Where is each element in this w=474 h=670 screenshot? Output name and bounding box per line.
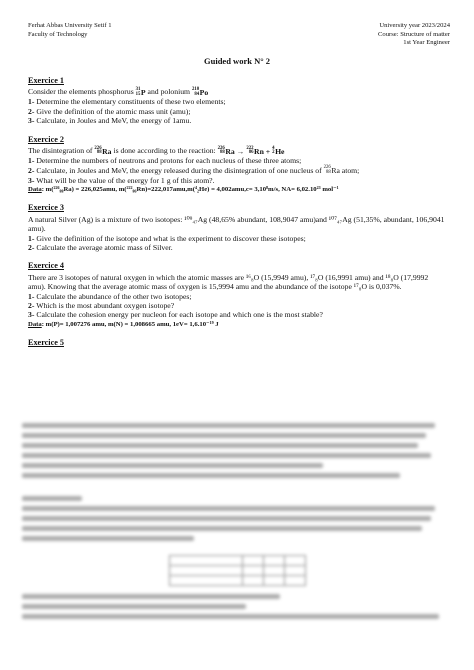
- exercise-title: Exercice 1: [28, 76, 64, 85]
- radium-nuclide: 226 88 Ra: [94, 145, 112, 156]
- question: [28, 176, 446, 185]
- question: [28, 234, 446, 243]
- header-left: [28, 22, 112, 39]
- exercise-intro: [28, 87, 446, 97]
- university-year: University year 2023/2024: [379, 22, 450, 29]
- intro-text: is done according to the reaction:: [111, 146, 218, 156]
- exercise-intro: A natural Silver (Ag) is a mixture of two isotopes: ¹⁰⁹₄₇Ag (48,65% abundant, 108,9047 amu)and ¹⁰⁷₄₇Ag (51,35%, abundant, 106,9041 amu).: [28, 214, 445, 234]
- question: [28, 97, 446, 106]
- university-name: Ferhat Abbas University Setif 1: [28, 22, 112, 29]
- atomic-number: 84: [194, 91, 200, 97]
- question-text: What will be the value of the energy for 1 g of this atom?.: [34, 175, 215, 185]
- exercise-4: [28, 261, 446, 329]
- exercise-5: [28, 338, 446, 347]
- exercise-title: Exercice 3: [28, 203, 64, 213]
- intro-text: The disintegration of: [28, 146, 95, 156]
- question: [28, 243, 446, 252]
- question-text: atom;: [339, 165, 360, 175]
- intro-text: and polonium: [147, 87, 192, 97]
- question-number: 3-: [28, 116, 35, 126]
- question: [28, 107, 446, 116]
- question-number: 2-: [28, 165, 35, 175]
- question-number: 3-: [28, 175, 35, 185]
- exercises: [28, 70, 446, 350]
- exercise-intro: [28, 146, 446, 156]
- exercise-intro: There are 3 isotopes of natural oxygen in which the atomic masses are ¹⁶₈O (15,9949 amu), ¹⁷₈O (16,9991 amu) and ¹⁸₈O (17,9992 amu). Knowing that the average atomic mass of oxygen is 15,9994 amu and the abundance of the isotope ¹⁷₈O is 0,037%.: [28, 272, 429, 292]
- data-label: Data: [28, 185, 42, 193]
- data-values: : m(P)= 1,007276 amu, m(N) = 1,008665 amu, 1eV= 1,6.10⁻¹⁹ J: [41, 320, 219, 328]
- blurred-table: [169, 555, 306, 586]
- question-text: Calculate, in Joules and MeV, the energy of 1amu.: [34, 116, 192, 126]
- question-text: Calculate the abundance of the other two isotopes;: [34, 291, 192, 301]
- mass-number: 31: [135, 86, 141, 92]
- faculty-name: Faculty of Technology: [28, 30, 88, 38]
- exercise-3: [28, 203, 446, 252]
- polonium-nuclide: [192, 88, 208, 98]
- mass-number: 210: [191, 86, 200, 92]
- question-number: 1-: [28, 97, 35, 107]
- question-number: 1-: [28, 233, 35, 243]
- exercise-title: Exercice 4: [28, 261, 64, 271]
- exercise-title: Exercice 2: [28, 134, 64, 144]
- question-number: 2-: [28, 106, 35, 116]
- question-text: Calculate the average atomic mass of Silver.: [34, 242, 173, 252]
- question: [28, 301, 446, 310]
- exercise-title: Exercice 5: [28, 338, 64, 348]
- question-text: Determine the elementary constituents of these two elements;: [34, 97, 226, 107]
- data-label: Data: [28, 320, 42, 328]
- question-number: 3-: [28, 310, 35, 320]
- course-name: Course: Structure of matter: [378, 30, 450, 38]
- question: [28, 292, 446, 301]
- question: [28, 116, 446, 125]
- data-line: [28, 185, 446, 194]
- question-text: Give the definition of the atomic mass unit (amu);: [34, 106, 191, 116]
- question: [28, 310, 446, 319]
- question-number: 2-: [28, 301, 35, 310]
- question-text: Which is the most abundant oxygen isotope?: [34, 301, 175, 310]
- exercise-2: [28, 135, 446, 195]
- data-values: : m(²²⁶₈₈Ra) = 226,025amu, m(²²²₈₆Rn)=222,017amu,m(⁴₂He) = 4,002amu,c= 3,10⁸m/s, NA= 6,02.10²³ mol⁻¹: [41, 185, 339, 193]
- question-text: Calculate, in Joules and MeV, the energy released during the disintegration of one nucleus of: [34, 165, 324, 175]
- question-text: Calculate the cohesion energy per nucleon for each isotope and which one is the most stable?: [34, 310, 323, 320]
- phosphorus-nuclide: [136, 88, 146, 98]
- question-number: 1-: [28, 156, 35, 166]
- page-title: Guided work N° 2: [204, 56, 270, 66]
- blurred-preview-region: [22, 404, 452, 666]
- atomic-number: 15: [135, 91, 141, 97]
- data-line: [28, 320, 446, 329]
- question-text: Give the definition of the isotope and what is the experiment to discover these isotopes;: [34, 233, 306, 243]
- question-number: 1-: [28, 291, 35, 301]
- question-number: 2-: [28, 242, 35, 252]
- intro-text: Consider the elements phosphorus: [28, 87, 136, 97]
- reaction-equation: 226 88 Ra → 222 86 Rn + 4 2 He: [217, 145, 285, 156]
- radium-nuclide: 226 88 Ra: [323, 164, 340, 176]
- element-symbol: P: [140, 87, 146, 97]
- level: 1st Year Engineer: [403, 39, 450, 47]
- element-symbol: Po: [199, 87, 209, 97]
- question: [28, 166, 446, 176]
- exercise-1: [28, 76, 446, 126]
- question: [28, 156, 446, 165]
- question-text: Determine the numbers of neutrons and protons for each nucleus of these three atoms;: [34, 156, 302, 166]
- header-right: [378, 22, 450, 48]
